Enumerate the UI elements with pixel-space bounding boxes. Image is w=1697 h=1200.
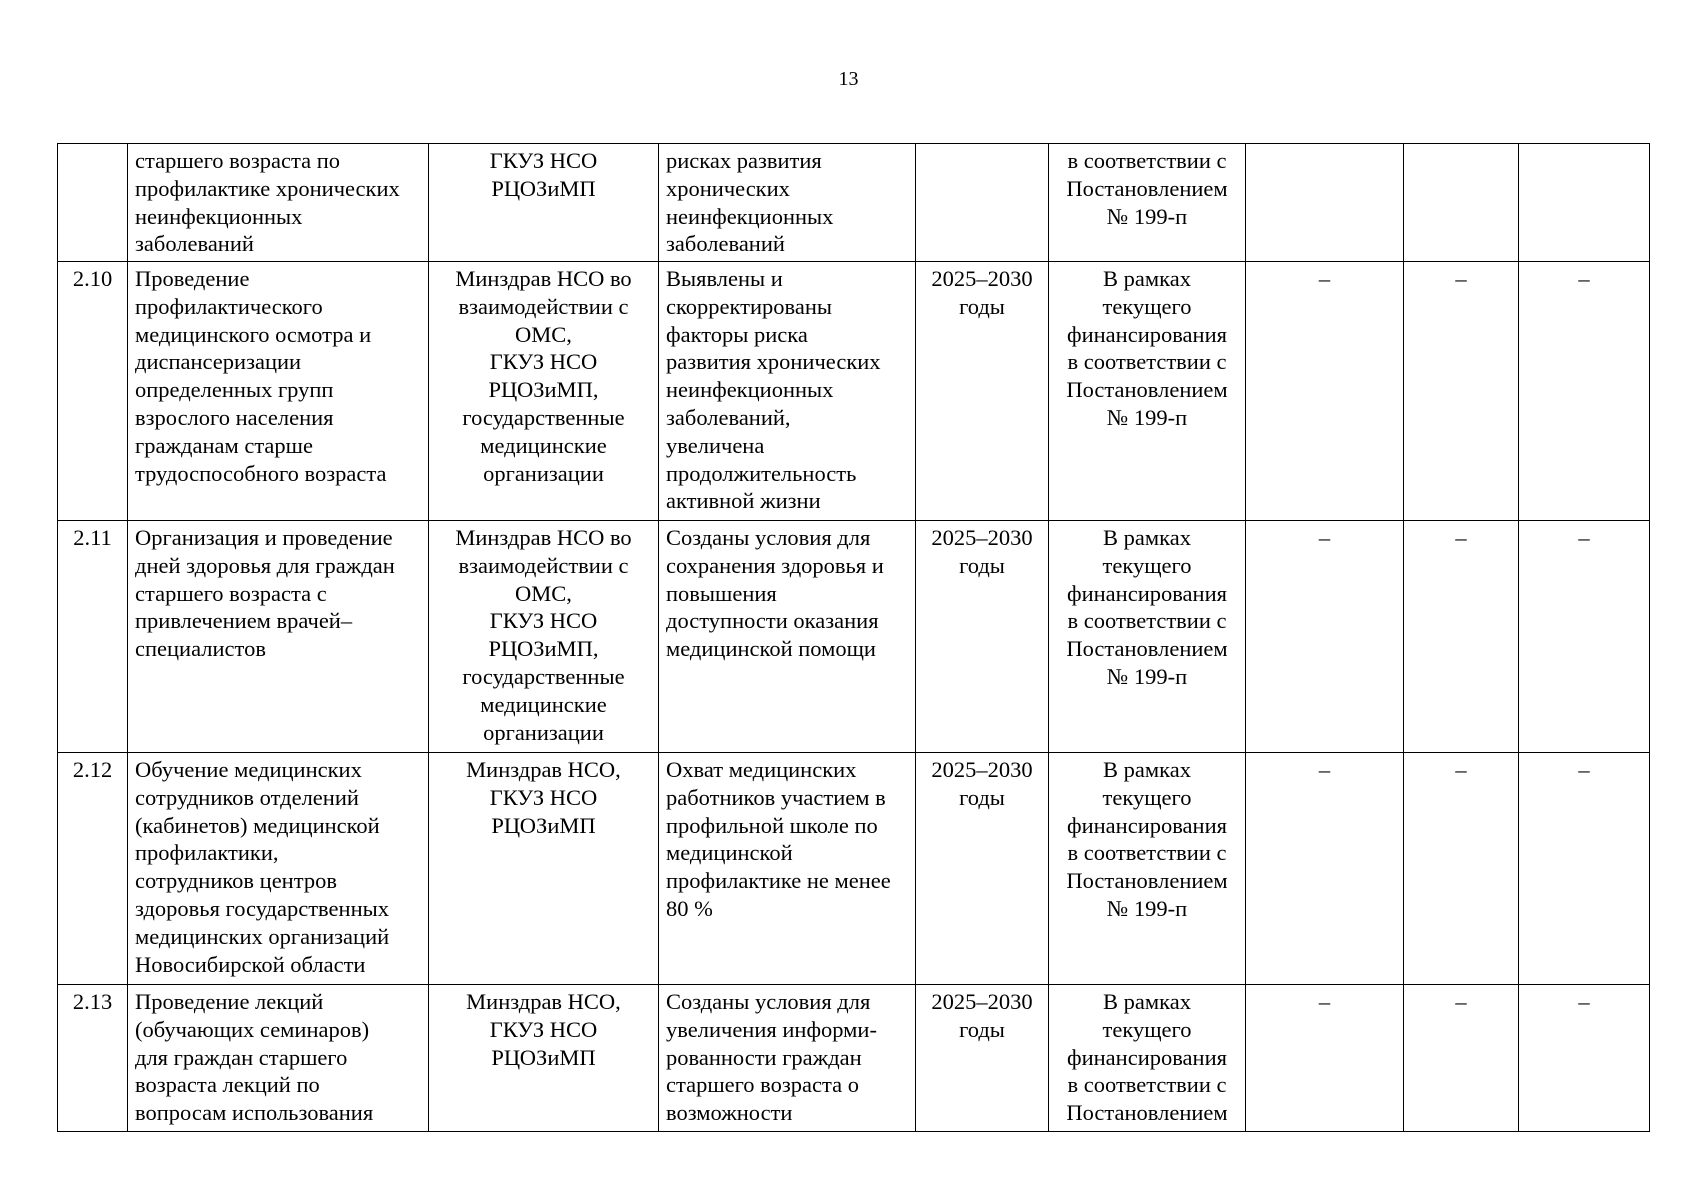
funding-col-3-value: – bbox=[1578, 266, 1590, 291]
funding-col-3-cell bbox=[1519, 144, 1650, 262]
financing-line: В рамках bbox=[1103, 757, 1191, 782]
activity-line: Проведение bbox=[135, 266, 250, 291]
funding-col-2-value: – bbox=[1455, 525, 1467, 550]
funding-col-1-cell bbox=[1246, 985, 1404, 1132]
activity-line: заболеваний bbox=[135, 231, 254, 257]
executor-line: Минздрав НСО, bbox=[466, 757, 621, 782]
financing-line: в соответствии с bbox=[1067, 148, 1227, 173]
activity-line: гражданам старше bbox=[135, 432, 313, 458]
row-number-value: 2.11 bbox=[73, 525, 112, 550]
executor-line: государственные bbox=[462, 663, 625, 689]
result-line: Охват медицинских bbox=[666, 757, 857, 782]
executor-cell bbox=[429, 521, 659, 753]
executor-cell bbox=[429, 262, 659, 521]
executor-line: организации bbox=[483, 719, 604, 745]
funding-col-2-cell bbox=[1404, 144, 1519, 262]
financing-line: текущего bbox=[1102, 552, 1192, 578]
result-line: продолжительность bbox=[666, 460, 857, 486]
executor-line: ГКУЗ НСО bbox=[489, 148, 598, 173]
result-line: старшего возраста о bbox=[666, 1072, 859, 1098]
row-number-cell bbox=[58, 753, 128, 985]
activity-line: профилактического bbox=[135, 293, 323, 319]
measures-table bbox=[57, 143, 1650, 1132]
result-cell bbox=[659, 521, 916, 753]
funding-col-3-value: – bbox=[1578, 757, 1590, 782]
funding-col-1-cell bbox=[1246, 521, 1404, 753]
activity-line: (обучающих семинаров) bbox=[135, 1016, 370, 1042]
result-cell bbox=[659, 753, 916, 985]
executor-cell bbox=[429, 753, 659, 985]
activity-cell bbox=[128, 521, 429, 753]
financing-line: текущего bbox=[1102, 784, 1192, 810]
financing-line: № 199-п bbox=[1106, 203, 1188, 229]
financing-line: Постановлением bbox=[1066, 636, 1228, 662]
financing-line: В рамках bbox=[1103, 266, 1191, 291]
funding-col-2-value: – bbox=[1455, 757, 1467, 782]
executor-line: РЦОЗиМП, bbox=[488, 636, 599, 662]
financing-cell bbox=[1049, 985, 1246, 1132]
result-line: доступности оказания bbox=[666, 608, 879, 634]
activity-line: Организация и проведение bbox=[135, 525, 393, 550]
activity-line: профилактики, bbox=[135, 840, 279, 866]
funding-col-2-value: – bbox=[1455, 266, 1467, 291]
activity-line: взрослого населения bbox=[135, 404, 334, 430]
activity-line: привлечением врачей– bbox=[135, 608, 353, 634]
funding-col-1-value: – bbox=[1318, 989, 1331, 1014]
result-line: увеличения информи- bbox=[666, 1016, 877, 1042]
activity-line: Обучение медицинских bbox=[135, 757, 362, 782]
activity-cell bbox=[128, 753, 429, 985]
activity-line: диспансеризации bbox=[135, 349, 302, 375]
activity-line: медицинских организаций bbox=[135, 923, 390, 949]
result-line: медицинской помощи bbox=[666, 636, 876, 662]
funding-col-1-value: – bbox=[1318, 266, 1331, 291]
activity-line: Проведение лекций bbox=[135, 989, 324, 1014]
table-row bbox=[58, 985, 1650, 1132]
funding-col-3-cell bbox=[1519, 262, 1650, 521]
activity-line: для граждан старшего bbox=[135, 1044, 348, 1070]
activity-line: Новосибирской области bbox=[135, 951, 366, 977]
executor-cell bbox=[429, 985, 659, 1132]
financing-cell bbox=[1049, 262, 1246, 521]
result-line: рисках развития bbox=[666, 148, 822, 173]
result-line: 80 % bbox=[666, 895, 713, 921]
executor-line: государственные bbox=[462, 404, 625, 430]
funding-col-3-cell bbox=[1519, 753, 1650, 985]
activity-line: профилактике хронических bbox=[135, 175, 400, 201]
result-cell bbox=[659, 262, 916, 521]
result-line: профильной школе по bbox=[666, 812, 878, 838]
result-line: развития хронических bbox=[666, 349, 881, 375]
activity-line: вопросам использования bbox=[135, 1100, 374, 1126]
financing-line: текущего bbox=[1102, 1016, 1192, 1042]
activity-line: возраста лекций по bbox=[135, 1072, 320, 1098]
executor-line: ОМС, bbox=[515, 321, 572, 347]
funding-col-1-value: – bbox=[1318, 525, 1331, 550]
executor-line: ОМС, bbox=[515, 580, 572, 606]
financing-line: Постановлением bbox=[1066, 377, 1228, 403]
row-number-cell bbox=[58, 985, 128, 1132]
funding-col-1-cell bbox=[1246, 144, 1404, 262]
funding-col-1-cell bbox=[1246, 262, 1404, 521]
term-cell bbox=[916, 262, 1049, 521]
term-cell bbox=[916, 753, 1049, 985]
funding-col-2-cell bbox=[1404, 753, 1519, 985]
row-number-cell bbox=[58, 144, 128, 262]
result-line: профилактике не менее bbox=[666, 868, 891, 894]
financing-line: финансирования bbox=[1067, 1044, 1227, 1070]
term-cell bbox=[916, 521, 1049, 753]
financing-line: финансирования bbox=[1067, 321, 1227, 347]
result-line: рованности граждан bbox=[666, 1044, 862, 1070]
result-line: неинфекционных bbox=[666, 203, 834, 229]
funding-col-2-value: – bbox=[1455, 989, 1467, 1014]
row-number-cell bbox=[58, 521, 128, 753]
result-line: работников участием в bbox=[666, 784, 886, 810]
financing-line: финансирования bbox=[1067, 812, 1227, 838]
funding-col-3-value: – bbox=[1578, 525, 1590, 550]
financing-line: № 199-п bbox=[1106, 663, 1188, 689]
executor-line: РЦОЗиМП, bbox=[488, 377, 599, 403]
executor-line: ГКУЗ НСО bbox=[489, 349, 598, 375]
result-line: сохранения здоровья и bbox=[666, 552, 884, 578]
financing-line: в соответствии с bbox=[1067, 1072, 1227, 1098]
executor-line: ГКУЗ НСО bbox=[489, 1016, 598, 1042]
executor-line: Минздрав НСО во bbox=[455, 525, 632, 550]
executor-line: РЦОЗиМП bbox=[491, 1044, 596, 1070]
result-line: повышения bbox=[666, 580, 777, 606]
executor-line: взаимодействии с bbox=[458, 293, 629, 319]
financing-line: текущего bbox=[1102, 293, 1192, 319]
result-line: активной жизни bbox=[666, 488, 821, 514]
funding-col-2-cell bbox=[1404, 985, 1519, 1132]
activity-line: здоровья государственных bbox=[135, 895, 389, 921]
activity-line: сотрудников центров bbox=[135, 868, 337, 894]
result-line: факторы риска bbox=[666, 321, 808, 347]
funding-col-1-cell bbox=[1246, 753, 1404, 985]
term-line: 2025–2030 bbox=[931, 525, 1033, 550]
table-row bbox=[58, 753, 1650, 985]
result-line: Созданы условия для bbox=[666, 989, 871, 1014]
executor-line: Минздрав НСО, bbox=[466, 989, 621, 1014]
financing-line: Постановлением bbox=[1066, 1100, 1228, 1126]
term-line: 2025–2030 bbox=[931, 989, 1033, 1014]
result-line: хронических bbox=[666, 175, 790, 201]
term-line: годы bbox=[959, 552, 1005, 578]
funding-col-3-value: – bbox=[1578, 989, 1590, 1014]
financing-line: № 199-п bbox=[1106, 895, 1188, 921]
activity-line: (кабинетов) медицинской bbox=[135, 812, 380, 838]
activity-cell bbox=[128, 262, 429, 521]
result-line: возможности bbox=[666, 1100, 793, 1126]
activity-line: трудоспособного возраста bbox=[135, 460, 387, 486]
result-line: неинфекционных bbox=[666, 377, 834, 403]
activity-line: медицинского осмотра и bbox=[135, 321, 372, 347]
activity-cell bbox=[128, 144, 429, 262]
financing-line: В рамках bbox=[1103, 989, 1191, 1014]
funding-col-1-value: – bbox=[1318, 757, 1331, 782]
result-line: скорректированы bbox=[666, 293, 832, 319]
term-line: годы bbox=[959, 293, 1005, 319]
executor-cell bbox=[429, 144, 659, 262]
term-line: годы bbox=[959, 1016, 1005, 1042]
executor-line: ГКУЗ НСО bbox=[489, 608, 598, 634]
term-line: годы bbox=[959, 784, 1005, 810]
activity-cell bbox=[128, 985, 429, 1132]
funding-col-2-cell bbox=[1404, 521, 1519, 753]
executor-line: РЦОЗиМП bbox=[491, 175, 596, 201]
page-number: 13 bbox=[838, 68, 859, 90]
funding-col-3-cell bbox=[1519, 521, 1650, 753]
activity-line: сотрудников отделений bbox=[135, 784, 359, 810]
row-number-value: 2.12 bbox=[72, 757, 113, 782]
activity-line: определенных групп bbox=[135, 377, 334, 403]
financing-cell bbox=[1049, 521, 1246, 753]
financing-line: Постановлением bbox=[1066, 175, 1228, 201]
executor-line: взаимодействии с bbox=[458, 552, 629, 578]
financing-line: финансирования bbox=[1067, 580, 1227, 606]
result-line: Созданы условия для bbox=[666, 525, 871, 550]
executor-line: медицинские bbox=[480, 432, 607, 458]
row-number-cell bbox=[58, 262, 128, 521]
result-line: Выявлены и bbox=[666, 266, 783, 291]
activity-line: специалистов bbox=[135, 636, 266, 662]
financing-line: в соответствии с bbox=[1067, 608, 1227, 634]
financing-line: В рамках bbox=[1103, 525, 1191, 550]
term-line: 2025–2030 bbox=[931, 757, 1033, 782]
row-number-value: 2.13 bbox=[72, 989, 113, 1014]
term-cell bbox=[916, 985, 1049, 1132]
funding-col-3-cell bbox=[1519, 985, 1650, 1132]
table-row bbox=[58, 521, 1650, 753]
result-cell bbox=[659, 985, 916, 1132]
activity-line: старшего возраста с bbox=[135, 580, 327, 606]
financing-line: Постановлением bbox=[1066, 868, 1228, 894]
table-body bbox=[58, 144, 1650, 1132]
result-line: медицинской bbox=[666, 840, 793, 866]
executor-line: Минздрав НСО во bbox=[455, 266, 632, 291]
activity-line: неинфекционных bbox=[135, 203, 303, 229]
financing-line: в соответствии с bbox=[1067, 840, 1227, 866]
result-line: заболеваний bbox=[666, 231, 785, 257]
executor-line: ГКУЗ НСО bbox=[489, 784, 598, 810]
financing-cell bbox=[1049, 753, 1246, 985]
term-cell bbox=[916, 144, 1049, 262]
funding-col-2-cell bbox=[1404, 262, 1519, 521]
financing-line: № 199-п bbox=[1106, 404, 1188, 430]
result-line: заболеваний, bbox=[666, 404, 791, 430]
financing-cell bbox=[1049, 144, 1246, 262]
result-line: увеличена bbox=[666, 432, 765, 458]
result-cell bbox=[659, 144, 916, 262]
row-number-value: 2.10 bbox=[72, 266, 113, 291]
activity-line: старшего возраста по bbox=[135, 148, 341, 173]
activity-line: дней здоровья для граждан bbox=[135, 552, 395, 578]
executor-line: РЦОЗиМП bbox=[491, 812, 596, 838]
term-line: 2025–2030 bbox=[931, 266, 1033, 291]
executor-line: организации bbox=[483, 460, 604, 486]
financing-line: в соответствии с bbox=[1067, 349, 1227, 375]
executor-line: медицинские bbox=[480, 691, 607, 717]
table-row bbox=[58, 262, 1650, 521]
table-row bbox=[58, 144, 1650, 262]
